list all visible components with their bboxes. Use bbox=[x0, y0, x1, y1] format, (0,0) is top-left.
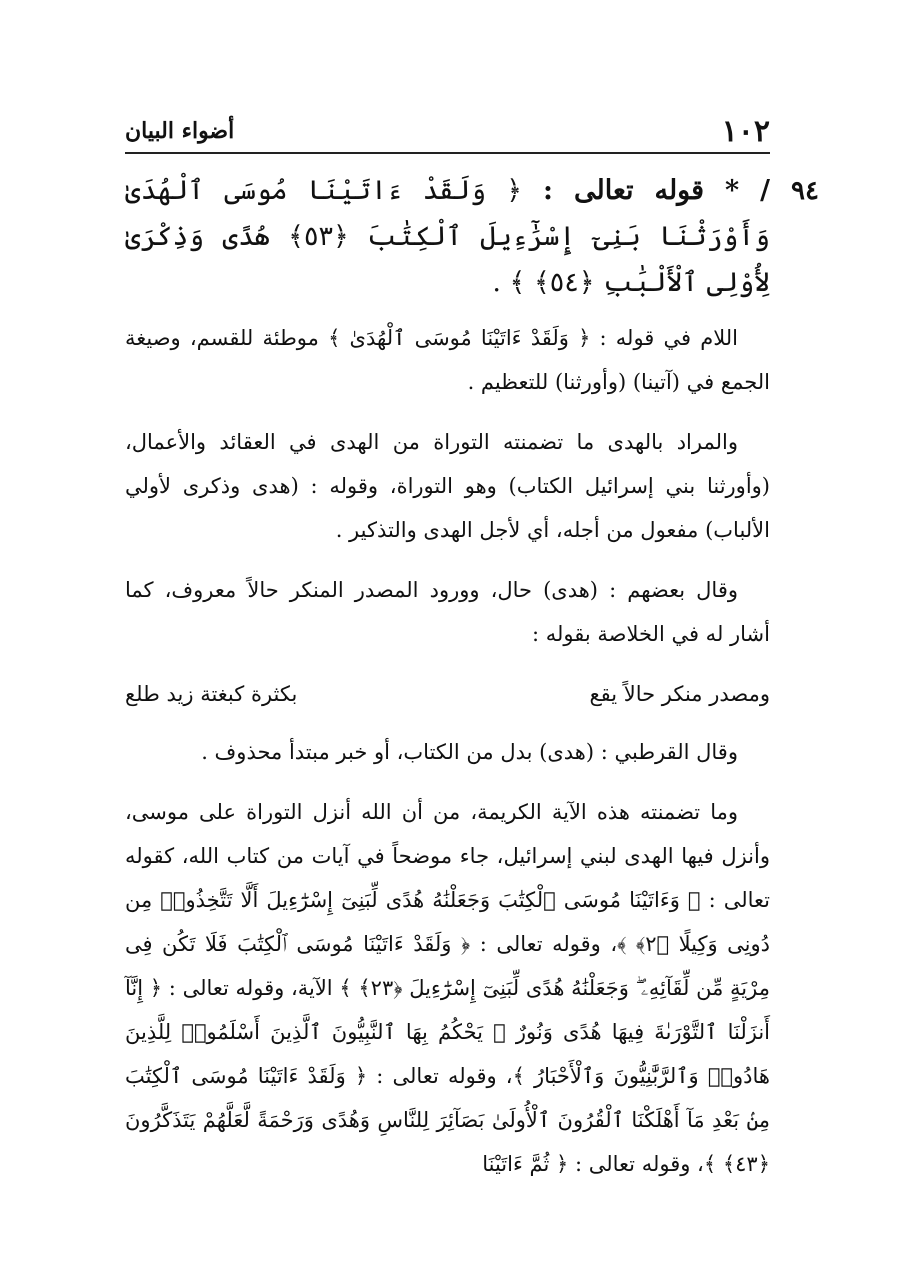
margin-number: ٩٤ bbox=[791, 176, 819, 206]
verse-heading bbox=[125, 168, 770, 306]
paragraph-1: اللام في قوله : ﴿ وَلَقَدْ ءَاتَيْنَا مُوسَى ٱلْهُدَىٰ ﴾ موطئة للقسم، وصيغة الجمع في (آتينا) (وأورثنا) للتعظيم . bbox=[125, 326, 770, 394]
page-header bbox=[125, 110, 770, 154]
heading-intro: قوله تعالى : bbox=[543, 175, 705, 206]
paragraph-4: وقال القرطبي : (هدى) بدل من الكتاب، أو خبر مبتدأ محذوف . bbox=[201, 740, 738, 764]
heading-verse: ﴿ وَلَقَدْ ءَاتَيْنَا مُوسَى ٱلْهُدَىٰ وَأَوْرَثْنَا بَنِىٓ إِسْرَٰٓءِيلَ ٱلْكِتَٰبَ ﴿٥٣﴾ هُدًى وَذِكْرَىٰ لِأُوْلِى ٱلْأَلْبَٰبِ ﴿٥٤﴾ ﴾ . bbox=[125, 175, 770, 298]
poem-verse bbox=[125, 672, 770, 716]
poem-second-hemistich: بكثرة كبغتة زيد طلع bbox=[125, 682, 298, 706]
paragraph-3: وقال بعضهم : (هدى) حال، وورود المصدر المنكر حالاً معروف، كما أشار له في الخلاصة بقوله : bbox=[125, 578, 770, 646]
running-title: أضواء البيان bbox=[125, 118, 235, 144]
page-body bbox=[125, 168, 770, 1202]
poem-first-hemistich: ومصدر منكر حالاً يقع bbox=[589, 682, 770, 706]
page-number: ١٠٢ bbox=[721, 114, 770, 149]
paragraph-2: والمراد بالهدى ما تضمنته التوراة من الهدى في العقائد والأعمال، (وأورثنا بني إسرائيل الكتاب) وهو التوراة، وقوله : (هدى وذكرى لأولي الألباب) مفعول من أجله، أي لأجل الهدى والتذكير . bbox=[125, 430, 770, 542]
heading-marker: / * bbox=[725, 175, 770, 206]
paragraph-5: وما تضمنته هذه الآية الكريمة، من أن الله أنزل التوراة على موسى، وأنزل فيها الهدى لبني إسرائيل، جاء موضحاً في آيات من كتاب الله، كقوله تعالى : ﴿ وَءَاتَيْنَا مُوسَى ٱلْكِتَٰبَ وَجَعَلْنَٰهُ هُدًى لِّبَنِىٓ إِسْرَٰٓءِيلَ أَلَّا تَتَّخِذُوا۟ مِن دُونِى وَكِيلًا ﴿٢﴾ ﴾، وقوله تعالى : ﴿ وَلَقَدْ ءَاتَيْنَا مُوسَى ٱلْكِتَٰبَ فَلَا تَكُن فِى مِرْيَةٍ مِّن لِّقَآئِهِۦ ۖ وَجَعَلْنَٰهُ هُدًى لِّبَنِىٓ إِسْرَٰٓءِيلَ ﴿٢٣﴾ ﴾ الآية، وقوله تعالى : ﴿ إِنَّآ أَنزَلْنَا ٱلتَّوْرَىٰةَ فِيهَا هُدًى وَنُورٌ ۚ يَحْكُمُ بِهَا ٱلنَّبِيُّونَ ٱلَّذِينَ أَسْلَمُوا۟ لِلَّذِينَ هَادُوا۟ وَٱلرَّبَّٰنِيُّونَ وَٱلْأَحْبَارُ ﴾، وقوله تعالى : ﴿ وَلَقَدْ ءَاتَيْنَا مُوسَى ٱلْكِتَٰبَ مِنۢ بَعْدِ مَآ أَهْلَكْنَا ٱلْقُرُونَ ٱلْأُولَىٰ بَصَآئِرَ لِلنَّاسِ وَهُدًى وَرَحْمَةً لَّعَلَّهُمْ يَتَذَكَّرُونَ ﴿٤٣﴾ ﴾، وقوله تعالى : ﴿ ثُمَّ ءَاتَيْنَا bbox=[125, 800, 770, 1176]
